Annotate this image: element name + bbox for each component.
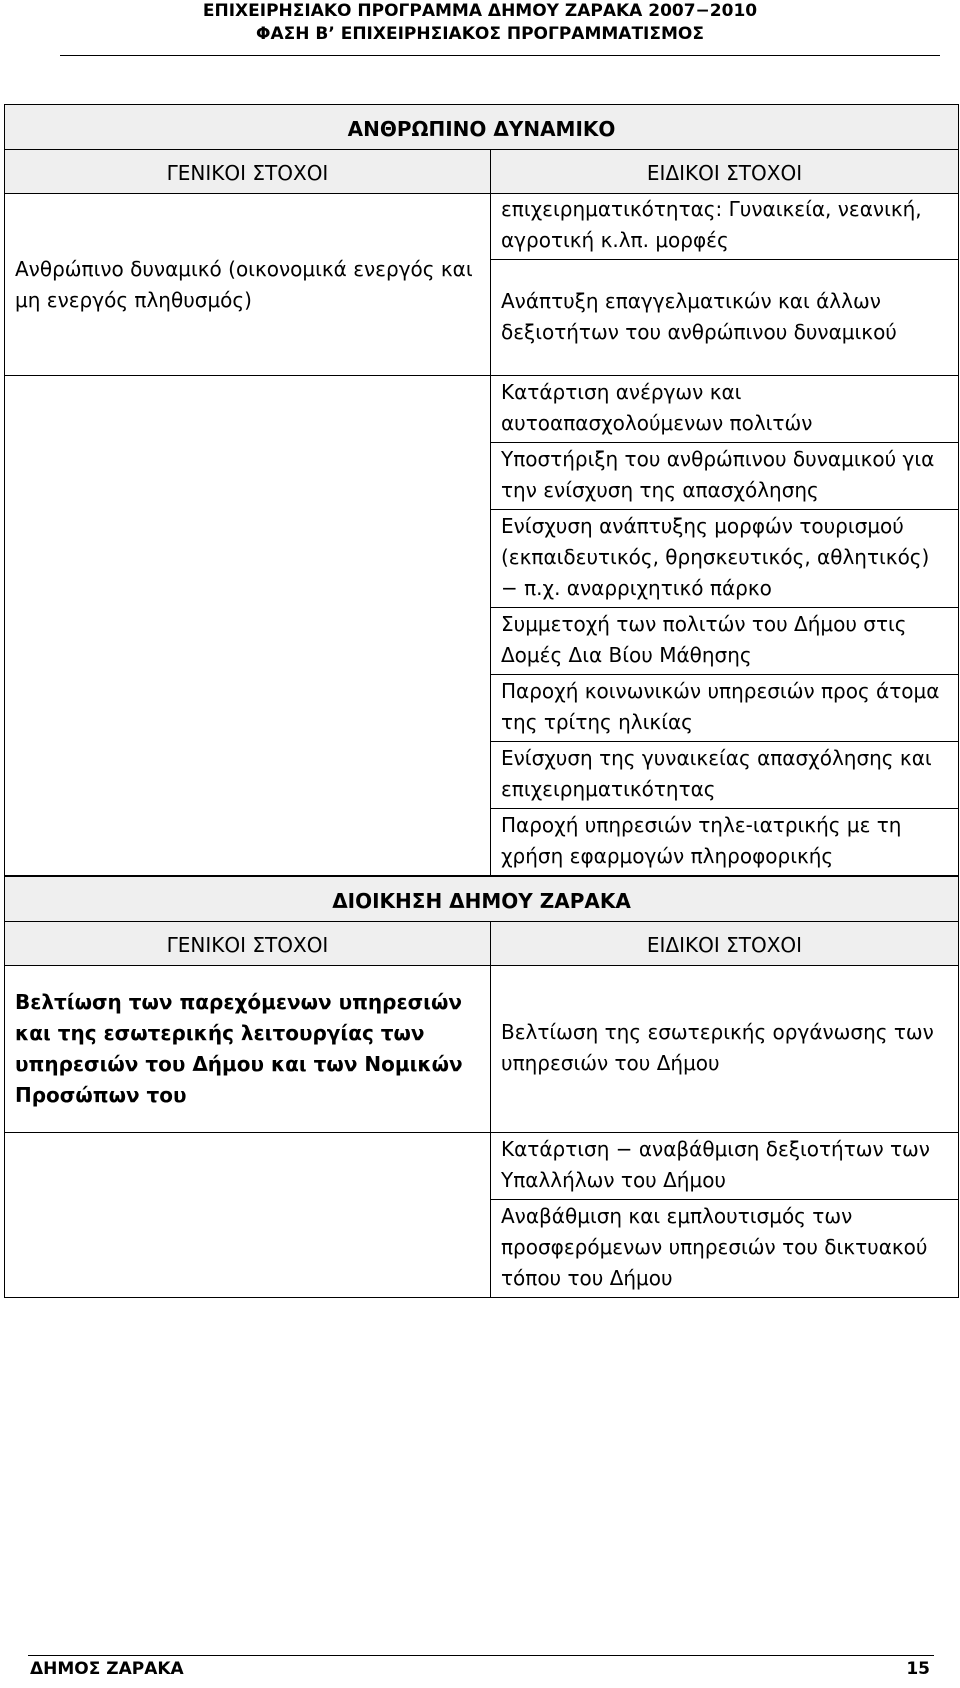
general-goal: Βελτίωση των παρεχόμενων υπηρεσιών και της εσωτερικής λειτουργίας των υπηρεσιών του Δήμου και των Νομικών Προσώπων του xyxy=(5,966,491,1133)
specific-goal: επιχειρηματικότητας: Γυναικεία, νεανική, αγροτική κ.λπ. μορφές xyxy=(491,194,959,260)
specific-goal: Κατάρτιση − αναβάθμιση δεξιοτήτων των Υπαλλήλων του Δήμου xyxy=(491,1133,959,1200)
specific-goals-header: ΕΙΔΙΚΟΙ ΣΤΟΧΟΙ xyxy=(491,150,959,194)
header-line-2: ΦΑΣΗ Β’ ΕΠΙΧΕΙΡΗΣΙΑΚΟΣ ΠΡΟΓΡΑΜΜΑΤΙΣΜΟΣ xyxy=(256,24,704,44)
page-number: 15 xyxy=(906,1659,930,1679)
table-title: ΑΝΘΡΩΠΙΝΟ ΔΥΝΑΜΙΚΟ xyxy=(5,105,959,150)
page-footer xyxy=(30,1656,930,1678)
specific-goal: Αναβάθμιση και εμπλουτισμός των προσφερόμενων υπηρεσιών του δικτυακού τόπου του Δήμου xyxy=(491,1200,959,1298)
general-goals-header: ΓΕΝΙΚΟΙ ΣΤΟΧΟΙ xyxy=(5,150,491,194)
footer-municipality: ΔΗΜΟΣ ΖΑΡΑΚΑ xyxy=(30,1659,184,1679)
specific-goal: Βελτίωση της εσωτερικής οργάνωσης των υπηρεσιών του Δήμου xyxy=(491,966,959,1133)
header-divider xyxy=(60,55,940,56)
page-header xyxy=(0,0,960,46)
specific-goal: Ανάπτυξη επαγγελματικών και άλλων δεξιοτήτων του ανθρώπινου δυναμικού xyxy=(491,260,959,376)
empty-cell xyxy=(5,376,491,876)
specific-goal: Παροχή κοινωνικών υπηρεσιών προς άτομα της τρίτης ηλικίας xyxy=(491,675,959,742)
empty-cell xyxy=(5,1133,491,1298)
table-title: ΔΙΟΙΚΗΣΗ ΔΗΜΟΥ ΖΑΡΑΚΑ xyxy=(5,877,959,922)
municipal-administration-table xyxy=(4,876,959,1298)
specific-goal: Συμμετοχή των πολιτών του Δήμου στις Δομές Δια Βίου Μάθησης xyxy=(491,608,959,675)
human-resources-table xyxy=(4,104,959,876)
specific-goal: Ενίσχυση ανάπτυξης μορφών τουρισμού (εκπαιδευτικός, θρησκευτικός, αθλητικός) − π.χ. αναρριχητικό πάρκο xyxy=(491,510,959,608)
specific-goal: Παροχή υπηρεσιών τηλε-ιατρικής με τη χρήση εφαρμογών πληροφορικής xyxy=(491,809,959,876)
header-line-1: ΕΠΙΧΕΙΡΗΣΙΑΚΟ ΠΡΟΓΡΑΜΜΑ ΔΗΜΟΥ ΖΑΡΑΚΑ 2007−2010 xyxy=(202,1,758,21)
specific-goals-header: ΕΙΔΙΚΟΙ ΣΤΟΧΟΙ xyxy=(491,922,959,966)
specific-goal: Κατάρτιση ανέργων και αυτοαπασχολούμενων πολιτών xyxy=(491,376,959,443)
general-goals-header: ΓΕΝΙΚΟΙ ΣΤΟΧΟΙ xyxy=(5,922,491,966)
general-goal: Ανθρώπινο δυναμικό (οικονομικά ενεργός και μη ενεργός πληθυσμός) xyxy=(5,194,491,376)
specific-goal: Ενίσχυση της γυναικείας απασχόλησης και επιχειρηματικότητας xyxy=(491,742,959,809)
specific-goal: Υποστήριξη του ανθρώπινου δυναμικού για την ενίσχυση της απασχόλησης xyxy=(491,443,959,510)
